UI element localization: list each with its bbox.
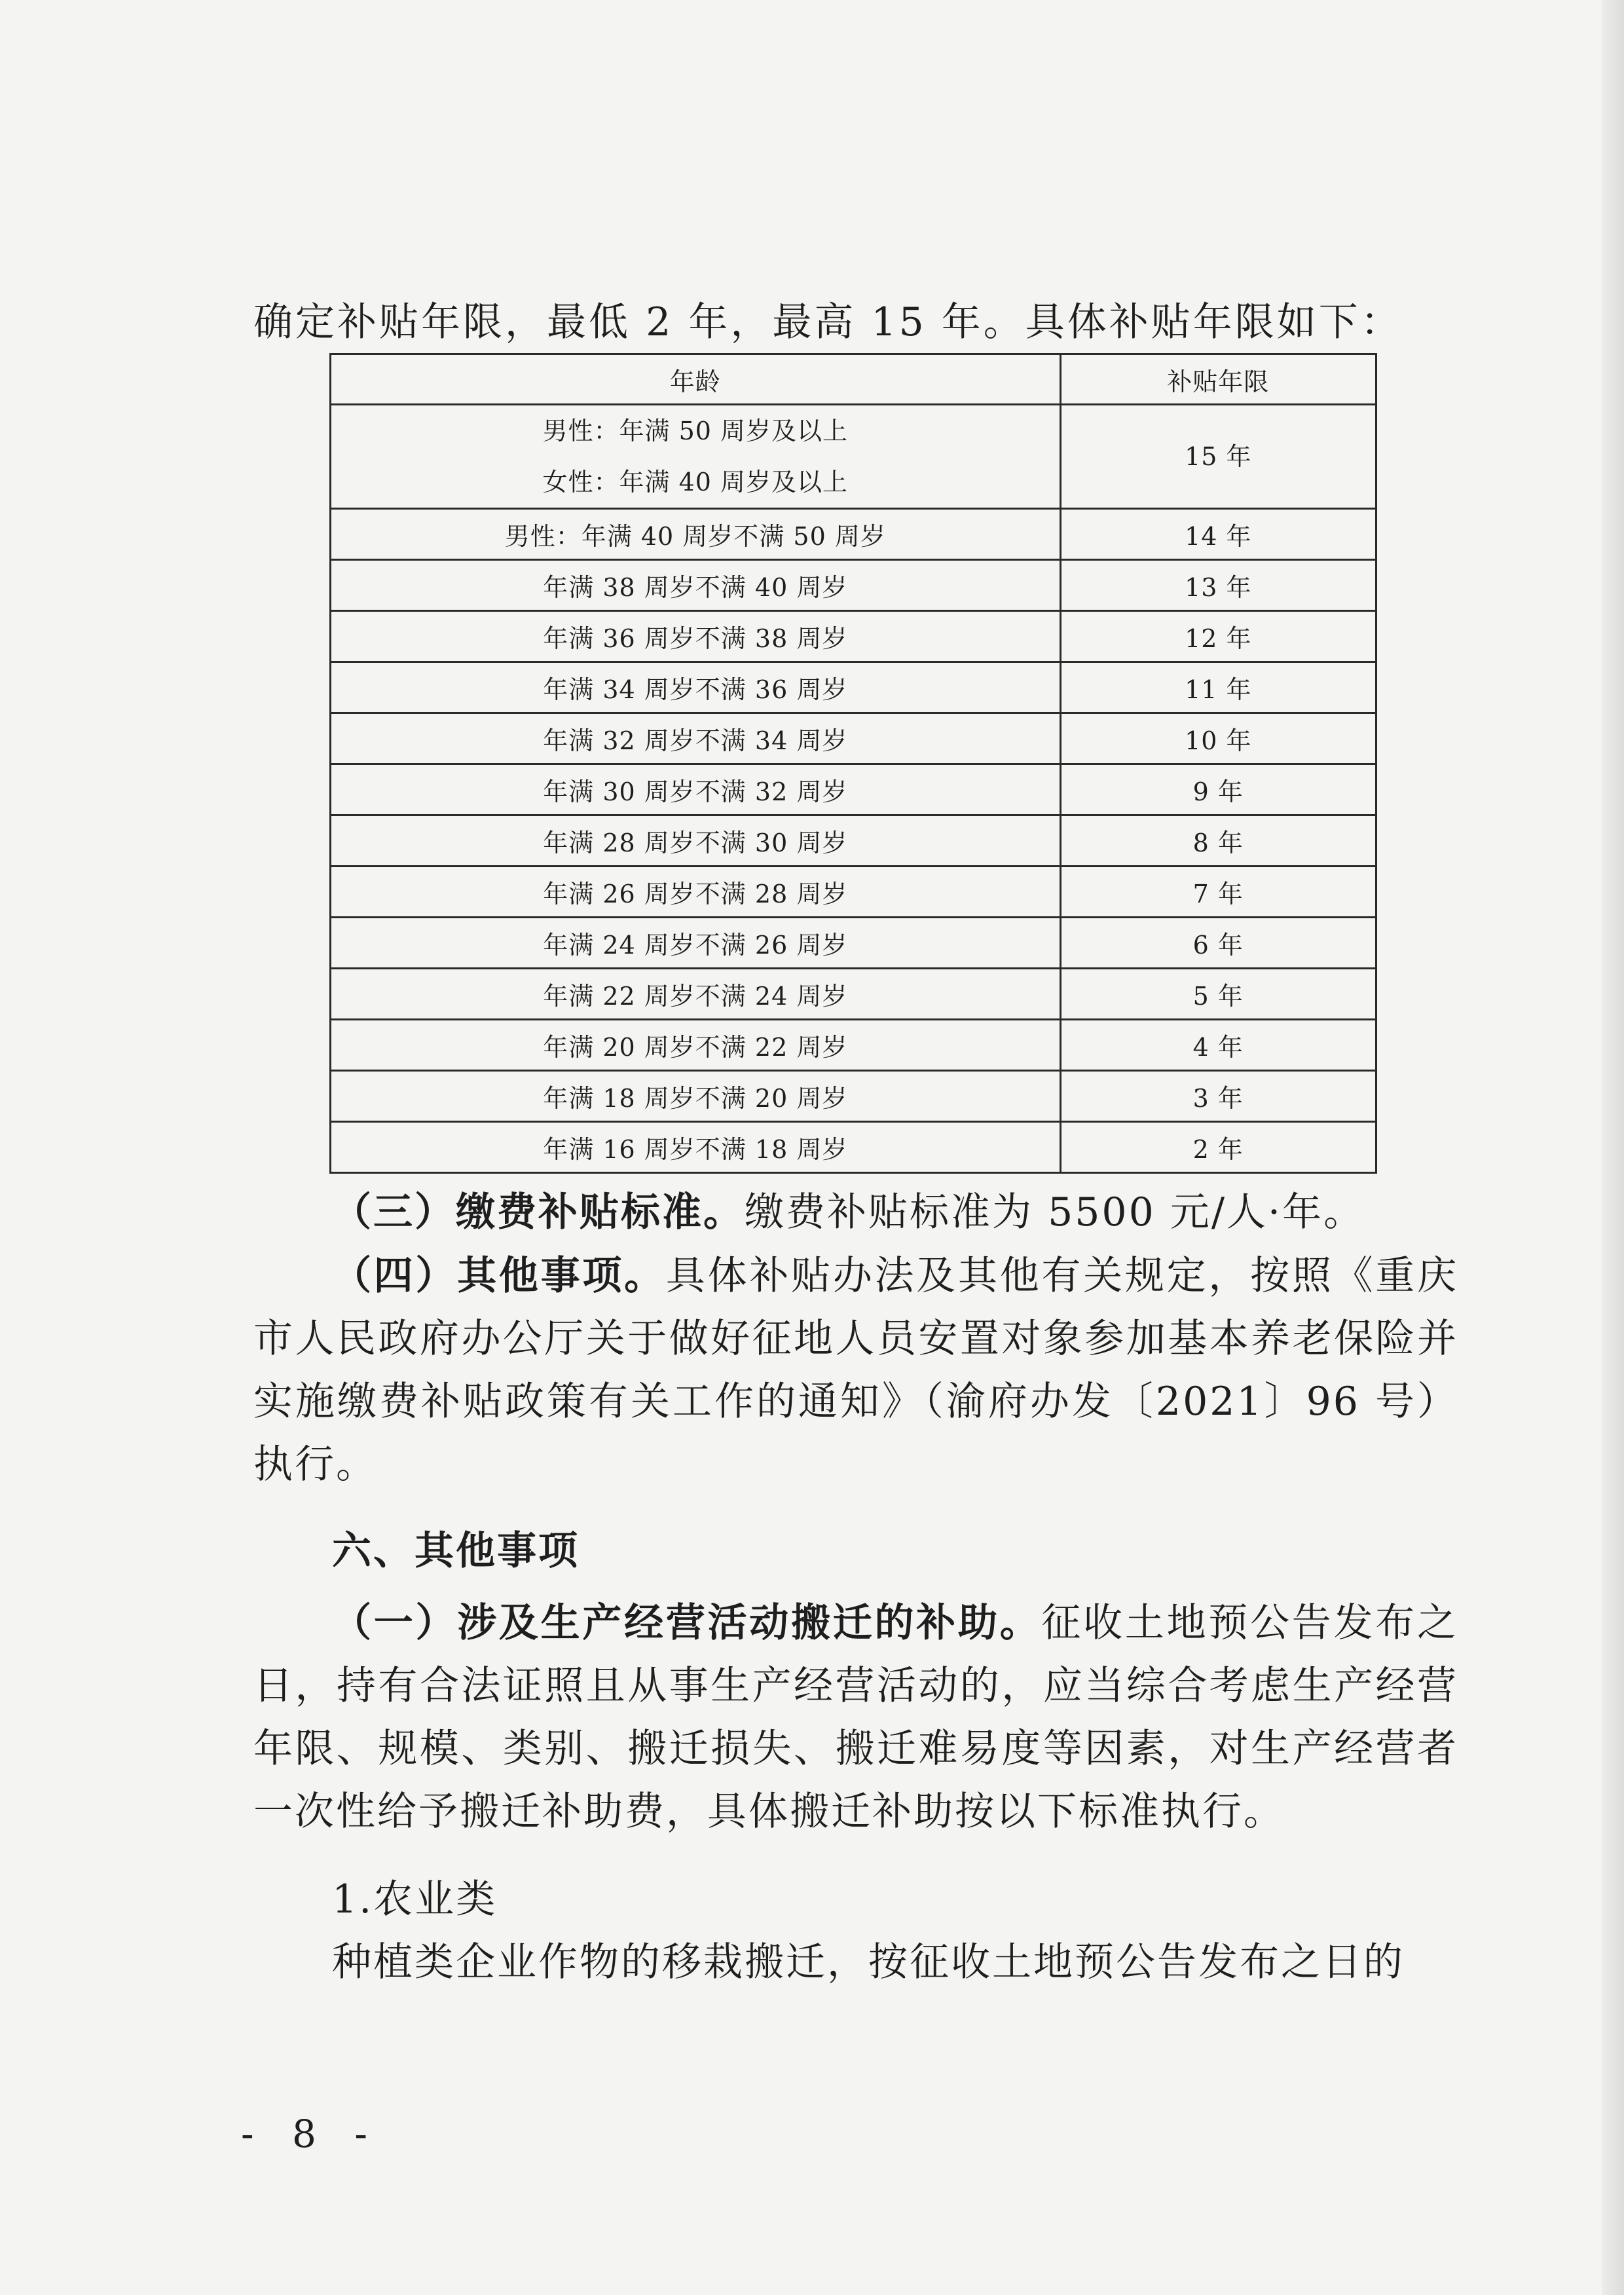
table-row [331, 713, 1376, 764]
years-cell: 13 年 [1060, 560, 1376, 611]
table-row [331, 560, 1376, 611]
years-cell: 6 年 [1060, 918, 1376, 969]
table-row [331, 1122, 1376, 1173]
relocation-text: 征收土地预公告发布之日，持有合法证照且从事生产经营活动的，应当综合考虑生产经营年限、规模、类别、搬迁损失、搬迁难易度等因素，对生产经营者一次性给予搬迁补助费，具体搬迁补助按以下标准执行。 [253, 1600, 1458, 1835]
section-heading: 六、其他事项 [332, 1528, 580, 1574]
years-cell: 15 年 [1060, 405, 1376, 509]
table-header-row [331, 354, 1376, 405]
age-cell: 年满 32 周岁不满 34 周岁 [331, 713, 1061, 764]
years-cell: 4 年 [1060, 1020, 1376, 1071]
age-cell: 男性：年满 40 周岁不满 50 周岁 [331, 509, 1061, 560]
table-row [331, 1071, 1376, 1122]
age-cell: 年满 38 周岁不满 40 周岁 [331, 560, 1061, 611]
table-row [331, 764, 1376, 815]
age-cell: 年满 30 周岁不满 32 周岁 [331, 764, 1061, 815]
years-cell: 14 年 [1060, 509, 1376, 560]
other-items-title: （四）其他事项。 [332, 1253, 666, 1299]
agri-title: 1.农业类 [332, 1876, 498, 1922]
paragraph-standard [253, 1181, 1458, 1244]
standard-title: （三）缴费补贴标准。 [332, 1189, 745, 1235]
years-cell: 9 年 [1060, 764, 1376, 815]
age-cell: 年满 22 周岁不满 24 周岁 [331, 969, 1061, 1020]
intro-line: 确定补贴年限，最低 2 年，最高 15 年。具体补贴年限如下： [253, 299, 1403, 345]
age-cell: 年满 24 周岁不满 26 周岁 [331, 918, 1061, 969]
paragraph-relocation [253, 1592, 1458, 1843]
age-cell: 年满 36 周岁不满 38 周岁 [331, 611, 1061, 662]
age-cell: 年满 16 周岁不满 18 周岁 [331, 1122, 1061, 1173]
table-row [331, 611, 1376, 662]
relocation-title: （一）涉及生产经营活动搬迁的补助。 [332, 1600, 1042, 1646]
years-cell: 10 年 [1060, 713, 1376, 764]
page-edge-shadow [1602, 0, 1624, 2295]
age-cell: 年满 26 周岁不满 28 周岁 [331, 867, 1061, 918]
subsidy-years-table [329, 353, 1377, 1174]
years-cell: 7 年 [1060, 867, 1376, 918]
table-row [331, 1020, 1376, 1071]
paragraph-planting: 种植类企业作物的移栽搬迁，按征收土地预公告发布之日的 [332, 1939, 1405, 1985]
age-cell: 年满 20 周岁不满 22 周岁 [331, 1020, 1061, 1071]
standard-text: 缴费补贴标准为 5500 元/人·年。 [745, 1189, 1365, 1235]
age-cell: 年满 34 周岁不满 36 周岁 [331, 662, 1061, 713]
age-cell: 年满 18 周岁不满 20 周岁 [331, 1071, 1061, 1122]
table-row [331, 918, 1376, 969]
age-line-male: 男性：年满 50 周岁及以上 [542, 417, 849, 445]
age-cell [331, 405, 1061, 509]
years-cell: 2 年 [1060, 1122, 1376, 1173]
table-row [331, 969, 1376, 1020]
other-items-text: 具体补贴办法及其他有关规定，按照《重庆市人民政府办公厅关于做好征地人员安置对象参加基本养老保险并实施缴费补贴政策有关工作的通知》（渝府办发〔2021〕96 号）执行。 [253, 1253, 1459, 1487]
page-number: - 8 - [241, 2112, 380, 2156]
table-row [331, 662, 1376, 713]
years-cell: 8 年 [1060, 815, 1376, 867]
header-years: 补贴年限 [1060, 354, 1376, 405]
years-cell: 11 年 [1060, 662, 1376, 713]
years-cell: 3 年 [1060, 1071, 1376, 1122]
years-cell: 5 年 [1060, 969, 1376, 1020]
header-age: 年龄 [331, 354, 1061, 405]
table-row [331, 405, 1376, 509]
age-line-female: 女性：年满 40 周岁及以上 [542, 468, 849, 496]
table-row [331, 867, 1376, 918]
age-cell: 年满 28 周岁不满 30 周岁 [331, 815, 1061, 867]
table-row [331, 509, 1376, 560]
table-row [331, 815, 1376, 867]
years-cell: 12 年 [1060, 611, 1376, 662]
paragraph-other-items [253, 1244, 1458, 1496]
